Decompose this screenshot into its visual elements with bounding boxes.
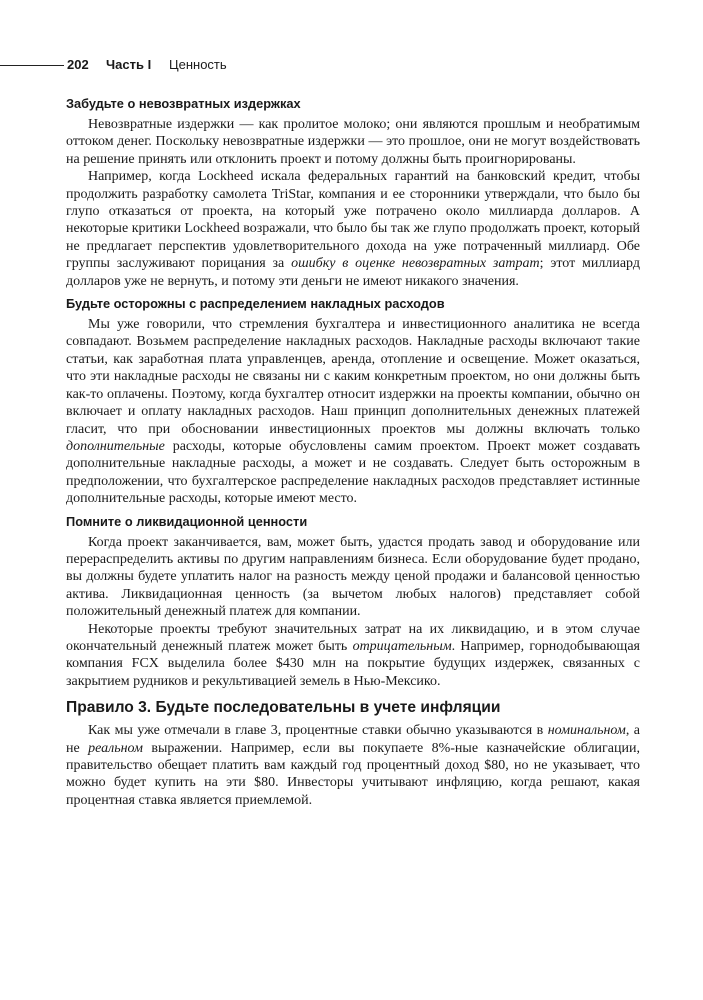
part-title: Ценность — [169, 57, 227, 72]
section-heading: Будьте осторожны с распределением накладных расходов — [66, 296, 445, 312]
text-run: Например, когда Lockheed искала федеральных гарантий на банковский кредит, чтобы продолжить разработку самолета TriStar, компания и ее сторонники утверждали, что было бы глупо отказаться от проекта, на который уже потрачено около миллиарда долларов. А некоторые критики Lockheed возражали, что было бы так же глупо продолжать проект, который не предлагает перспектив удовлетворительного дохода на уже потраченный миллиард. Обе группы заслуживают порицания за — [66, 169, 640, 272]
paragraph — [66, 316, 640, 507]
section-heading: Забудьте о невозвратных издержках — [66, 96, 301, 111]
text-run: Невозвратные издержки — как пролитое молоко; они являются прошлым и необратимым оттоком денег. Поскольку невозвратные издержки — это прошлое, они не могут воздействовать на решение принять или отклонить проект и потому должны быть проигнорированы. — [66, 117, 640, 167]
emphasis-text: реальном — [88, 740, 143, 756]
page-number: 202 — [67, 57, 89, 72]
paragraph — [66, 116, 640, 168]
header-rule — [0, 65, 64, 66]
text-run: расходы, которые обусловлены самим проектом. Проект может создавать дополнительные накладные расходы, а может и не создавать. Следует быть осторожным в предположении, что бухгалтерское распределение накладных расходов представляет истинные дополнительные расходы, которые имеют место. — [66, 438, 640, 507]
section-heading: Помните о ликвидационной ценности — [66, 513, 308, 529]
emphasis-text: дополнительные — [66, 438, 165, 454]
page-body — [66, 96, 640, 815]
section-overhead — [66, 296, 640, 507]
paragraph — [66, 534, 640, 621]
part-label: Часть I — [106, 57, 152, 72]
rule-heading: Правило 3. Будьте последовательны в учете инфляции — [66, 699, 501, 717]
paragraph — [66, 168, 640, 290]
running-header — [0, 56, 703, 76]
text-run: , а не — [66, 723, 640, 756]
emphasis-text: ошибку в оценке невозвратных затрат — [291, 256, 540, 272]
emphasis-text: номинальном — [547, 723, 626, 739]
text-run: Как мы уже отмечали в главе 3, процентные ставки обычно указываются в — [88, 723, 548, 739]
paragraph — [66, 621, 640, 691]
text-run: . Например, горнодобывающая компания FCX выделила более $430 млн на покрытие будущих издержек, связанных с закрытием рудников и рекультивацией земель в Нью-Мексико. — [66, 638, 640, 689]
text-run: Мы уже говорили, что стремления бухгалтера и инвестиционного аналитика не всегда совпадают. Возьмем распределение накладных расходов. Накладные расходы включают такие статьи, как заработная плата управленцев, аренда, отопление и освещение. Может оказаться, что эти накладные расходы не связаны ни с каким конкретным проектом, но они должны быть как-то оплачены. Поэтому, когда бухгалтер относит издержки на проекты компании, обычно он включает и оплату накладных расходов. Наш принцип дополнительных денежных платежей гласит, что при обосновании инвестиционных проектов мы должны включать только — [66, 317, 640, 437]
section-rule-3-inflation — [66, 698, 640, 809]
text-run: выражении. Например, если вы покупаете 8%-ные казначейские облигации, правительство обещает платить вам каждый год процентный доход $80, но не указывает, что можно будет купить на эти $80. Инвесторы учитывают инфляцию, когда решают, какая процентная ставка является приемлемой. — [66, 740, 640, 808]
section-sunk-costs — [66, 96, 640, 290]
text-run: Когда проект заканчивается, вам, может быть, удастся продать завод и оборудование или перераспределить активы по другим направлениям бизнеса. Если оборудование будет продано, вы должны будете уплатить налог на разность между ценой продажи и балансовой ценностью актива. Ликвидационная ценность (за вычетом любых налогов) представляет собой положительный денежный платеж для компании. — [66, 534, 640, 620]
text-run: Некоторые проекты требуют значительных затрат на их ликвидацию, и в этом случае окончательный денежный платеж может быть — [66, 621, 640, 654]
paragraph — [66, 722, 640, 809]
emphasis-text: отрицательным — [352, 638, 452, 654]
text-run: ; этот миллиард долларов уже не вернуть, и потому эти деньги не имеют никакого значения. — [66, 256, 640, 289]
section-salvage-value — [66, 514, 640, 691]
